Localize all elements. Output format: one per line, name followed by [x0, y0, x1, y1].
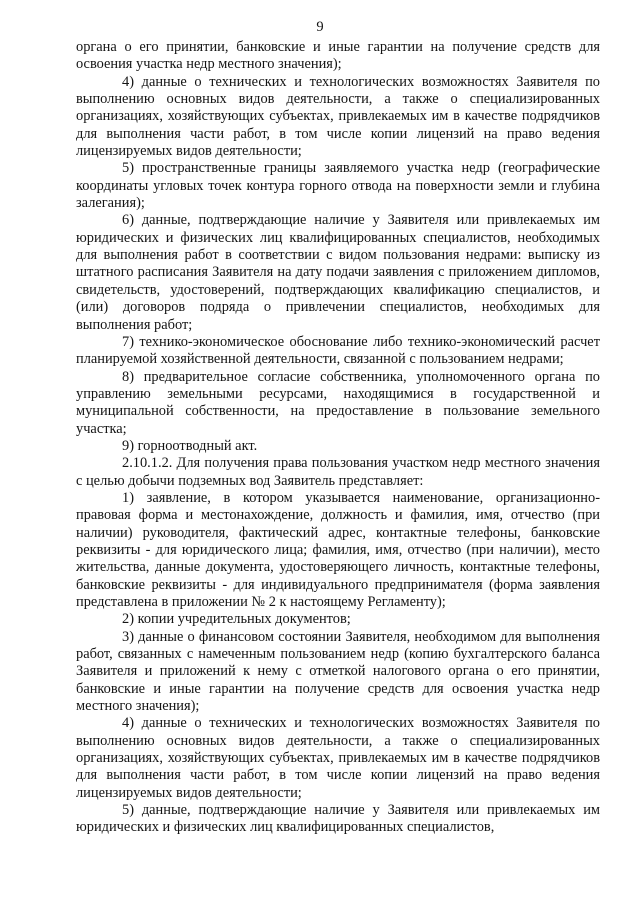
- paragraph-7: 9) горноотводный акт.: [122, 437, 258, 454]
- paragraph-4: 6) данные, подтверждающие наличие у Заявителя или привлекаемых им юридических и физических лиц квалифицированных специалистов, необходимых для выполнения работ в соответствии с видом пользования недрами: выписку из штатного расписания Заявителя на дату подачи заявления с приложением дипломов, свидетельств, удостоверений, подтверждающих квалификацию специалистов, и (или) договоров подряда о привлечении специалистов, необходимых для выполнения работ;: [76, 212, 600, 333]
- paragraph-10: 2) копии учредительных документов;: [122, 611, 351, 628]
- paragraph-1: органа о его принятии, банковские и иные гарантии на получение средств для освоения участка недр местного значения);: [76, 39, 600, 73]
- paragraph-9: 1) заявление, в котором указывается наименование, организационно-правовая форма и местонахождение, должность и фамилия, имя, отчество (при наличии) руководителя, фактический адрес, контактные телефоны, банковские реквизиты - для юридического лица; фамилия, имя, отчество (при наличии), место жительства, данные документа, удостоверяющего личность, контактные телефоны, банковские реквизиты - для индивидуального предпринимателя (форма заявления представлена в приложении № 2 к настоящему Регламенту);: [76, 489, 600, 610]
- paragraph-6: 8) предварительное согласие собственника, уполномоченного органа по управлению земельными ресурсами, находящимися в государственной и муниципальной собственности, на предоставление в пользование земельного участка;: [76, 368, 600, 437]
- paragraph-12: 4) данные о технических и технологических возможностях Заявителя по выполнению основных видов деятельности, а также о специализированных организациях, хозяйствующих субъектах, привлекаемых им в качестве подрядчиков для выполнения части работ, в том числе копии лицензий на право ведения лицензируемых видов деятельности;: [76, 715, 600, 801]
- paragraph-8: 2.10.1.2. Для получения права пользования участком недр местного значения с целью добычи подземных вод Заявитель представляет:: [76, 455, 600, 489]
- document-body: [76, 39, 600, 837]
- paragraph-3: 5) пространственные границы заявляемого участка недр (географические координаты угловых точек контура горного отвода на поверхности земли и глубина залегания);: [76, 160, 600, 212]
- paragraph-2: 4) данные о технических и технологических возможностях Заявителя по выполнению основных видов деятельности, а также о специализированных организациях, хозяйствующих субъектах, привлекаемых им в качестве подрядчиков для выполнения части работ, в том числе копии лицензий на право ведения лицензируемых видов деятельности;: [76, 73, 600, 160]
- page-number: 9: [316, 19, 324, 35]
- paragraph-13: 5) данные, подтверждающие наличие у Заявителя или привлекаемых им юридических и физических лиц квалифицированных специалистов,: [76, 802, 600, 836]
- paragraph-5: 7) технико-экономическое обоснование либо технико-экономический расчет планируемой хозяйственной деятельности, связанной с пользованием недрами;: [76, 333, 600, 368]
- paragraph-11: 3) данные о финансовом состоянии Заявителя, необходимом для выполнения работ, связанных с намеченным пользованием недр (копию бухгалтерского баланса Заявителя и приложений к нему с отметкой налогового органа о его принятии, банковские и иные гарантии на получение средств для освоения участка недр местного значения);: [76, 628, 600, 715]
